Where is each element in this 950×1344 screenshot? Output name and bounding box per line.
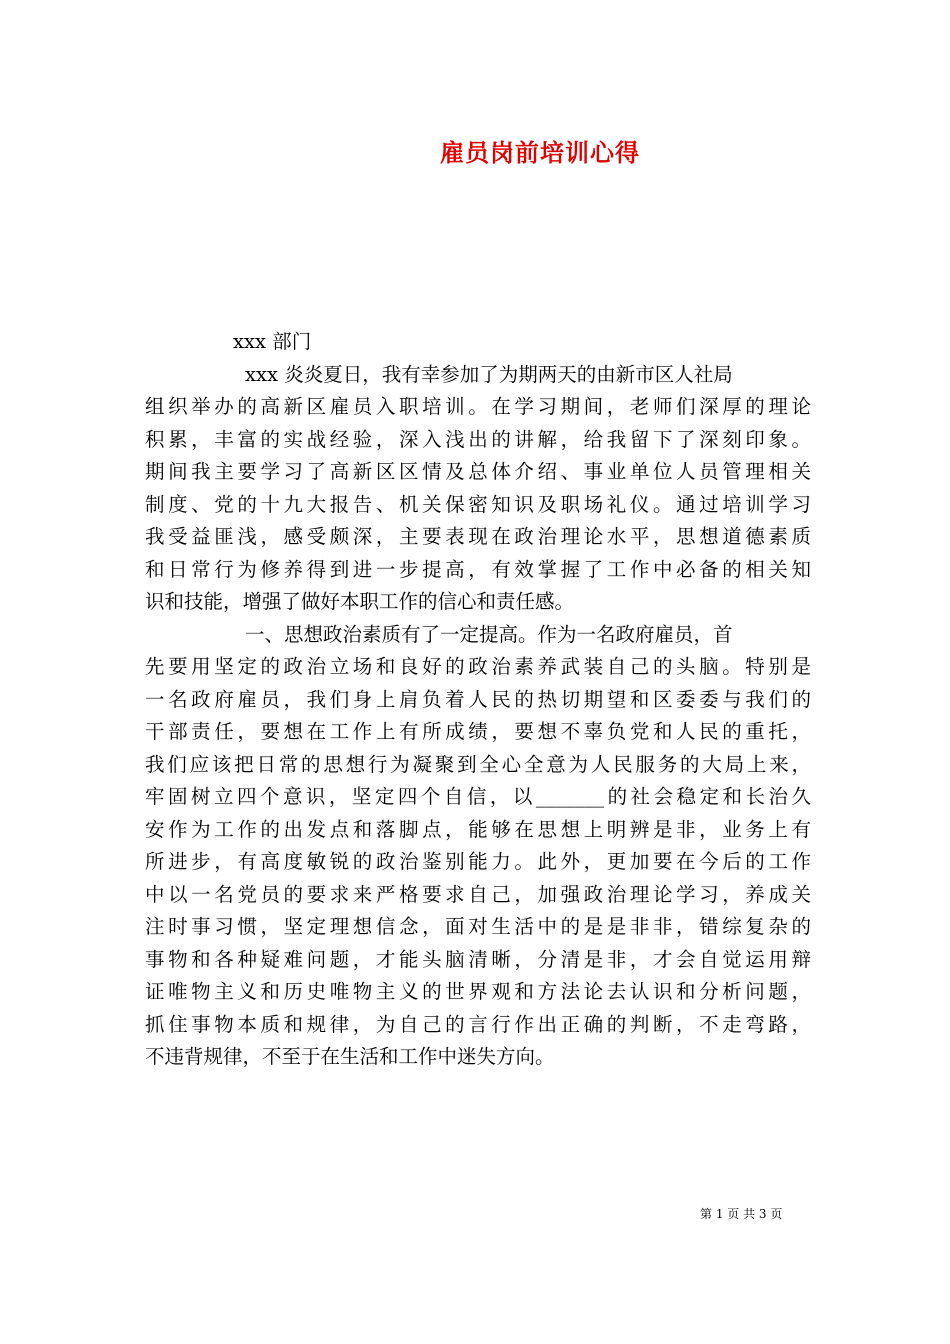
paragraph-line: 一名政府雇员，我们身上肩负着人民的热切期望和区委委与我们的 bbox=[145, 687, 811, 711]
paragraph-line: 抓住事物本质和规律，为自己的言行作出正确的判断，不走弯路， bbox=[145, 1012, 811, 1036]
paragraph-line: 中以一名党员的要求来严格要求自己，加强政治理论学习，养成关 bbox=[145, 882, 811, 906]
paragraph-line: 期间我主要学习了高新区区情及总体介绍、事业单位人员管理相关 bbox=[145, 460, 811, 483]
paragraph-line: 所进步，有高度敏锐的政治鉴别能力。此外，更加要在今后的工作 bbox=[145, 850, 811, 873]
paragraph-line: 积累，丰富的实战经验，深入浅出的讲解，给我留下了深刻印象。 bbox=[145, 427, 811, 451]
paragraph-line: 和日常行为修养得到进一步提高，有效掌握了工作中必备的相关知 bbox=[145, 557, 811, 581]
paragraph-line: 制度、党的十九大报告、机关保密知识及职场礼仪。通过培训学习 bbox=[145, 492, 811, 516]
paragraph-line: 干部责任，要想在工作上有所成绩，要想不辜负党和人民的重托， bbox=[145, 720, 811, 743]
paragraph-line: 识和技能，增强了做好本职工作的信心和责任感。 bbox=[145, 590, 575, 613]
department-line: xxx 部门 bbox=[233, 330, 312, 353]
document-body bbox=[145, 326, 811, 1074]
paragraph-line: 组织举办的高新区雇员入职培训。在学习期间，老师们深厚的理论 bbox=[145, 395, 811, 418]
paragraph-line: 牢固树立四个意识，坚定四个自信，以_______的社会稳定和长治久 bbox=[145, 785, 811, 808]
paragraph-line: 我受益匪浅，感受颇深，主要表现在政治理论水平，思想道德素质 bbox=[145, 525, 811, 548]
paragraph-line: 注时事习惯，坚定理想信念，面对生活中的是是非非，错综复杂的 bbox=[145, 915, 811, 938]
paragraph-line: 证唯物主义和历史唯物主义的世界观和方法论去认识和分析问题， bbox=[145, 980, 811, 1003]
paragraph-line: 安作为工作的出发点和落脚点，能够在思想上明辨是非，业务上有 bbox=[145, 817, 811, 841]
paragraph-line: 一、思想政治素质有了一定提高。作为一名政府雇员，首 bbox=[245, 622, 733, 646]
page-number: 第 1 页 共 3 页 bbox=[700, 1207, 783, 1221]
document-title: 雇员岗前培训心得 bbox=[440, 139, 640, 167]
paragraph-line: xxx 炎炎夏日，我有幸参加了为期两天的由新市区人社局 bbox=[245, 362, 733, 386]
paragraph-line: 不违背规律，不至于在生活和工作中迷失方向。 bbox=[145, 1045, 555, 1068]
paragraph-line: 我们应该把日常的思想行为凝聚到全心全意为人民服务的大局上来， bbox=[145, 752, 811, 776]
paragraph-line: 先要用坚定的政治立场和良好的政治素养武装自己的头脑。特别是 bbox=[145, 655, 811, 678]
paragraph-line: 事物和各种疑难问题，才能头脑清晰，分清是非，才会自觉运用辩 bbox=[145, 947, 811, 971]
